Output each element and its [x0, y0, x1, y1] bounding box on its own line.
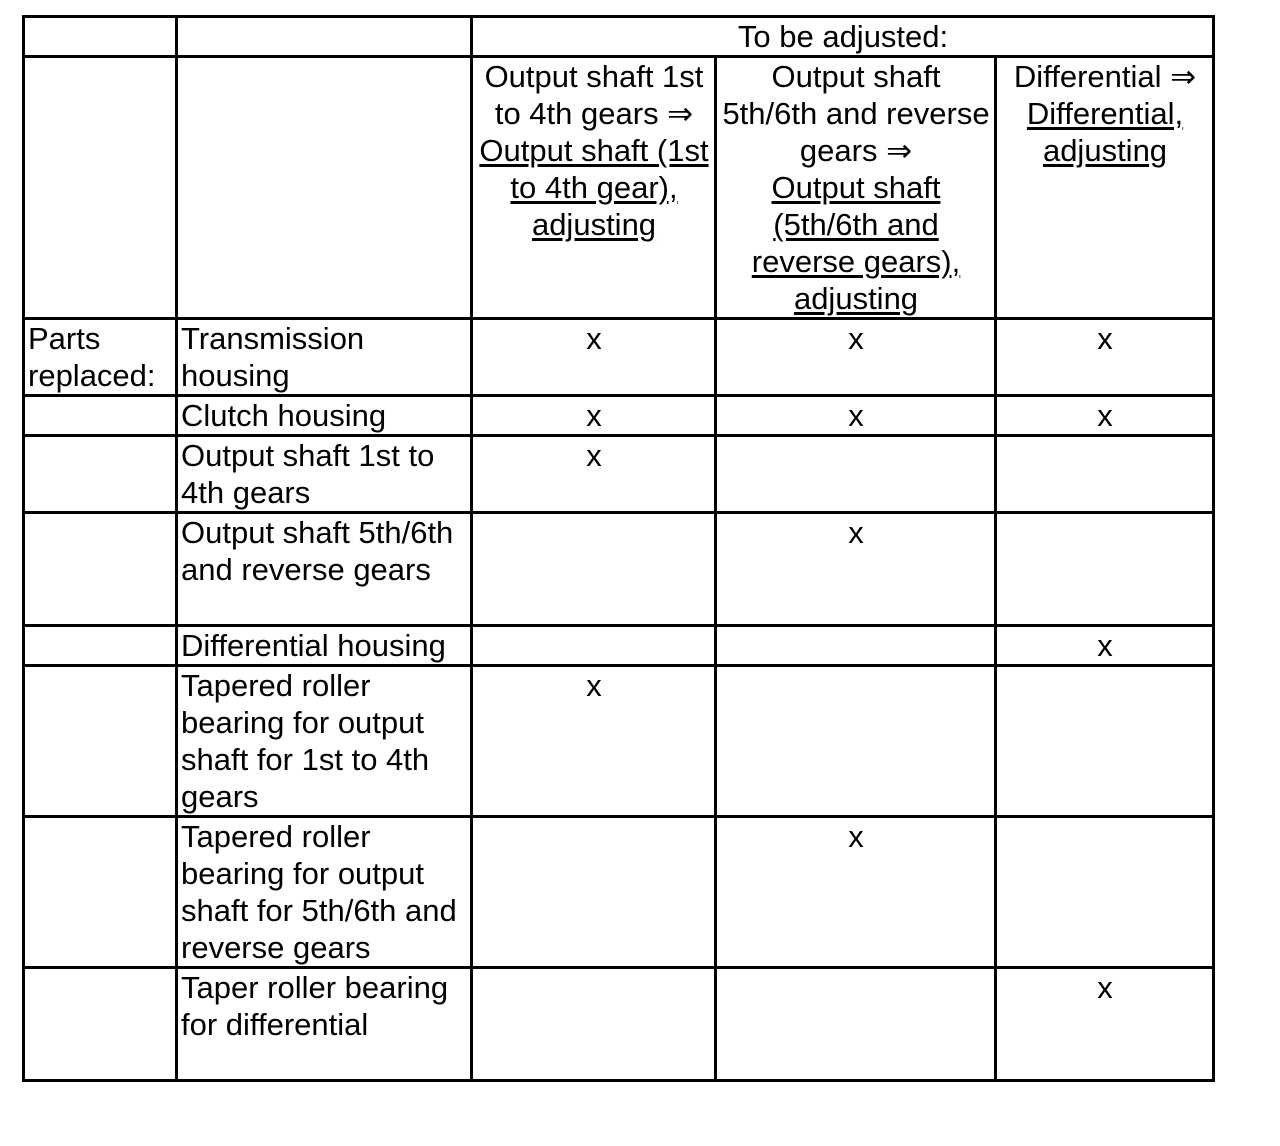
part-name: Output shaft 5th/6th and reverse gears [177, 513, 472, 626]
mark-cell [716, 436, 996, 513]
part-name: Output shaft 1st to 4th gears [177, 436, 472, 513]
mark-cell [996, 436, 1214, 513]
table-row [24, 436, 1214, 513]
mark-cell: x [996, 396, 1214, 436]
empty-cell [24, 968, 177, 1081]
column-header-text: Output shaft 5th/6th and reverse gears ⇒ [722, 59, 990, 168]
mark-cell [716, 626, 996, 666]
part-name: Tapered roller bearing for output shaft for 5th/6th and reverse gears [177, 817, 472, 968]
column-header-output-shaft-5-6-reverse [716, 57, 996, 319]
empty-cell [24, 436, 177, 513]
mark-cell [472, 626, 716, 666]
table-row [24, 396, 1214, 436]
mark-cell: x [716, 513, 996, 626]
empty-cell [24, 666, 177, 817]
mark-cell: x [996, 319, 1214, 396]
empty-cell [24, 513, 177, 626]
mark-cell: x [716, 319, 996, 396]
mark-cell: x [996, 968, 1214, 1081]
empty-cell [24, 17, 177, 57]
column-header-text: Output shaft 1st to 4th gears ⇒ [484, 59, 704, 131]
empty-cell [24, 626, 177, 666]
table-row [24, 968, 1214, 1081]
column-header-differential [996, 57, 1214, 319]
table-header-row [24, 57, 1214, 319]
table-row [24, 666, 1214, 817]
adjustment-table [22, 15, 1215, 1082]
section-label: Parts replaced: [24, 319, 177, 396]
mark-cell [716, 666, 996, 817]
part-name: Differential housing [177, 626, 472, 666]
column-header-text: Differential ⇒ [1013, 59, 1197, 94]
empty-cell [24, 57, 177, 319]
mark-cell [716, 968, 996, 1081]
link-output-shaft-5-6-reverse-adjusting[interactable]: Output shaft (5th/6th and reverse gears), adjusting [751, 170, 961, 316]
part-name: Tapered roller bearing for output shaft for 1st to 4th gears [177, 666, 472, 817]
to-be-adjusted-header: To be adjusted: [472, 17, 1214, 57]
table-row [24, 319, 1214, 396]
mark-cell [472, 513, 716, 626]
mark-cell: x [716, 396, 996, 436]
column-header-output-shaft-1-4 [472, 57, 716, 319]
mark-cell [996, 817, 1214, 968]
empty-cell [177, 57, 472, 319]
mark-cell: x [472, 396, 716, 436]
mark-cell: x [472, 436, 716, 513]
mark-cell [996, 666, 1214, 817]
table-row [24, 513, 1214, 626]
mark-cell [996, 513, 1214, 626]
part-name: Taper roller bearing for differential [177, 968, 472, 1081]
empty-cell [24, 396, 177, 436]
empty-cell [177, 17, 472, 57]
empty-cell [24, 817, 177, 968]
mark-cell [472, 968, 716, 1081]
table-row [24, 817, 1214, 968]
link-differential-adjusting[interactable]: Differential, adjusting [1026, 96, 1184, 168]
table-header-group-row [24, 17, 1214, 57]
mark-cell: x [996, 626, 1214, 666]
part-name: Transmission housing [177, 319, 472, 396]
mark-cell [472, 817, 716, 968]
table-row [24, 626, 1214, 666]
link-output-shaft-1-4-adjusting[interactable]: Output shaft (1st to 4th gear), adjusting [479, 133, 709, 242]
mark-cell: x [472, 666, 716, 817]
part-name: Clutch housing [177, 396, 472, 436]
mark-cell: x [716, 817, 996, 968]
mark-cell: x [472, 319, 716, 396]
